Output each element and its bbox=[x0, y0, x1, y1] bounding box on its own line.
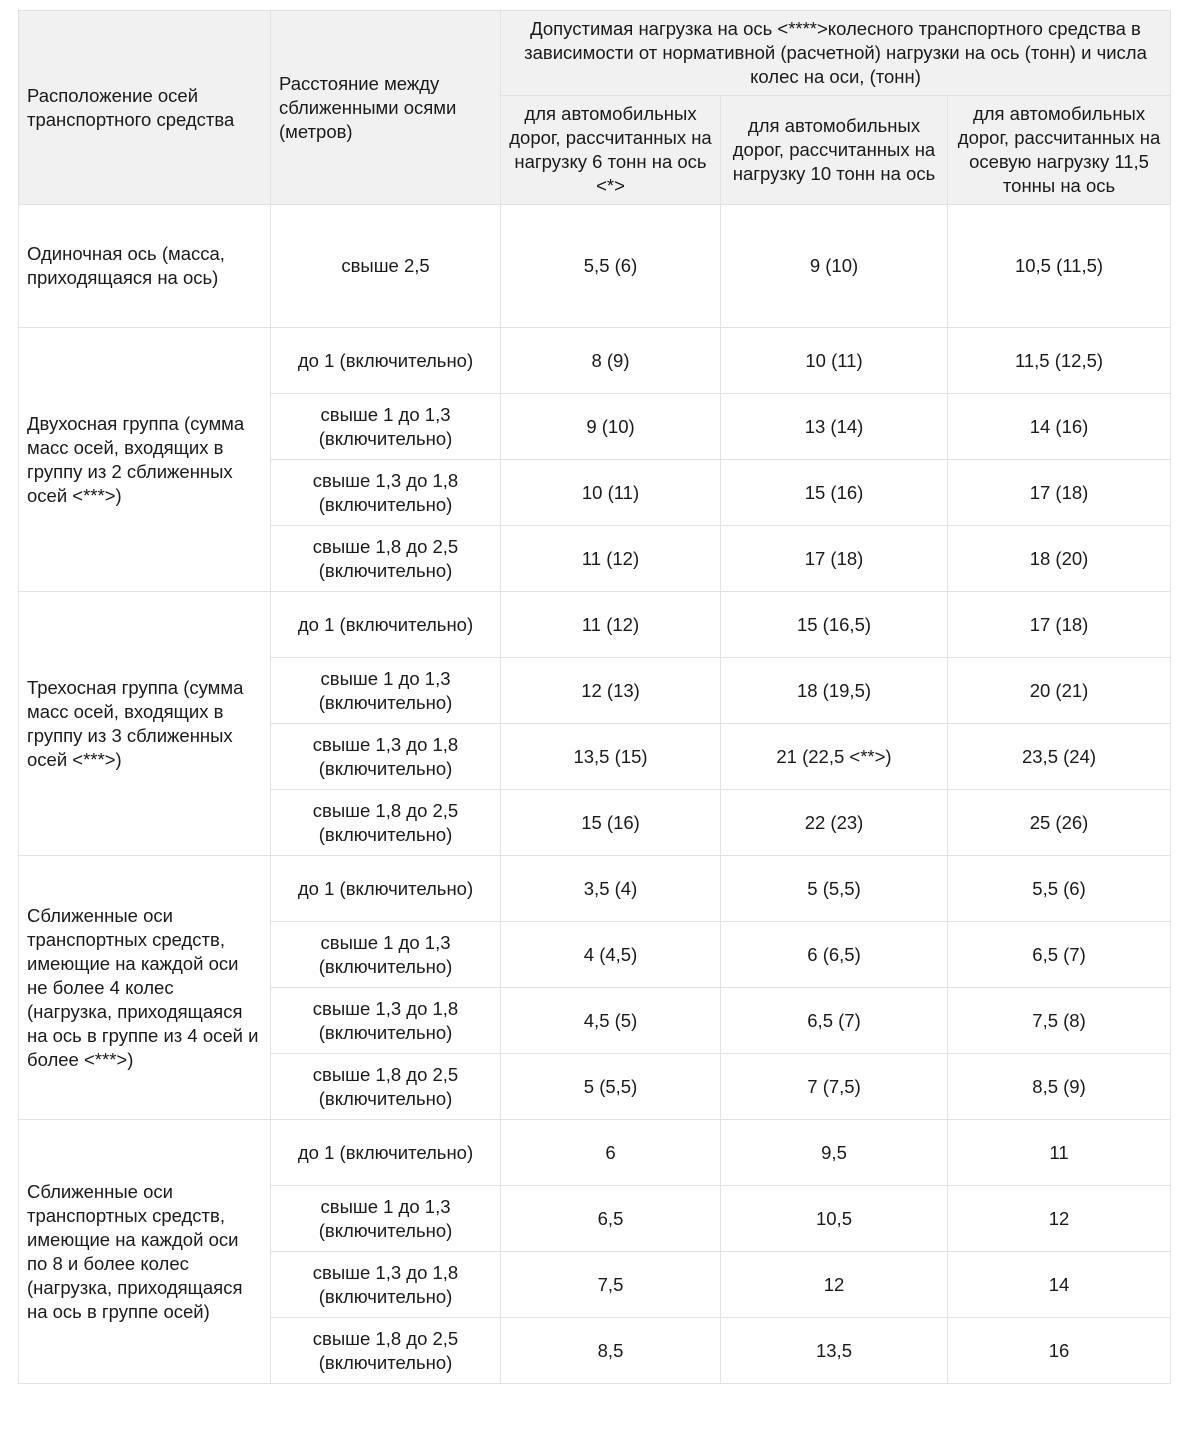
cell-load-115t: 5,5 (6) bbox=[948, 856, 1171, 922]
cell-load-6t: 8,5 bbox=[501, 1318, 721, 1384]
table-row bbox=[19, 856, 1171, 922]
header-col-6t: для автомобильных дорог, рассчитанных на нагрузку 6 тонн на ось <*> bbox=[501, 96, 721, 205]
cell-axle-distance: до 1 (включительно) bbox=[271, 856, 501, 922]
cell-axle-distance: до 1 (включительно) bbox=[271, 328, 501, 394]
cell-load-10t: 7 (7,5) bbox=[721, 1054, 948, 1120]
table-header bbox=[19, 11, 1171, 205]
cell-load-10t: 15 (16,5) bbox=[721, 592, 948, 658]
cell-axle-distance: свыше 1 до 1,3 (включительно) bbox=[271, 922, 501, 988]
cell-load-115t: 11 bbox=[948, 1120, 1171, 1186]
cell-axle-distance: свыше 1,3 до 1,8 (включительно) bbox=[271, 1252, 501, 1318]
cell-load-115t: 14 (16) bbox=[948, 394, 1171, 460]
header-col-115t: для автомобильных дорог, рассчитанных на осевую нагрузку 11,5 тонны на ось bbox=[948, 96, 1171, 205]
cell-load-115t: 23,5 (24) bbox=[948, 724, 1171, 790]
cell-load-6t: 4 (4,5) bbox=[501, 922, 721, 988]
row-group-label: Одиночная ось (масса, приходящаяся на ось) bbox=[19, 205, 271, 328]
cell-load-10t: 17 (18) bbox=[721, 526, 948, 592]
cell-load-10t: 18 (19,5) bbox=[721, 658, 948, 724]
cell-axle-distance: свыше 1 до 1,3 (включительно) bbox=[271, 658, 501, 724]
cell-axle-distance: свыше 1,8 до 2,5 (включительно) bbox=[271, 526, 501, 592]
row-group-label: Трехосная группа (сумма масс осей, входящих в группу из 3 сближенных осей <***>) bbox=[19, 592, 271, 856]
header-axle-position: Расположение осей транспортного средства bbox=[19, 11, 271, 205]
table-row bbox=[19, 328, 1171, 394]
cell-load-6t: 3,5 (4) bbox=[501, 856, 721, 922]
cell-load-115t: 20 (21) bbox=[948, 658, 1171, 724]
cell-load-115t: 8,5 (9) bbox=[948, 1054, 1171, 1120]
cell-axle-distance: свыше 1,3 до 1,8 (включительно) bbox=[271, 724, 501, 790]
table-row bbox=[19, 592, 1171, 658]
cell-load-10t: 21 (22,5 <**>) bbox=[721, 724, 948, 790]
cell-load-10t: 6,5 (7) bbox=[721, 988, 948, 1054]
row-group-label: Двухосная группа (сумма масс осей, входящих в группу из 2 сближенных осей <***>) bbox=[19, 328, 271, 592]
row-group-label: Сближенные оси транспортных средств, имеющие на каждой оси по 8 и более колес (нагрузка, приходящаяся на ось в группе осей) bbox=[19, 1120, 271, 1384]
cell-load-115t: 17 (18) bbox=[948, 592, 1171, 658]
cell-load-10t: 10 (11) bbox=[721, 328, 948, 394]
cell-load-10t: 9,5 bbox=[721, 1120, 948, 1186]
table-row bbox=[19, 205, 1171, 328]
cell-load-10t: 10,5 bbox=[721, 1186, 948, 1252]
cell-load-115t: 18 (20) bbox=[948, 526, 1171, 592]
cell-load-10t: 13,5 bbox=[721, 1318, 948, 1384]
cell-axle-distance: свыше 1,3 до 1,8 (включительно) bbox=[271, 460, 501, 526]
table-row bbox=[19, 1120, 1171, 1186]
cell-load-115t: 7,5 (8) bbox=[948, 988, 1171, 1054]
header-row-top bbox=[19, 11, 1171, 96]
cell-axle-distance: свыше 1,3 до 1,8 (включительно) bbox=[271, 988, 501, 1054]
row-group-label: Сближенные оси транспортных средств, имеющие на каждой оси не более 4 колес (нагрузка, приходящаяся на ось в группе из 4 осей и более <***>) bbox=[19, 856, 271, 1120]
cell-load-115t: 6,5 (7) bbox=[948, 922, 1171, 988]
cell-load-6t: 5 (5,5) bbox=[501, 1054, 721, 1120]
cell-load-6t: 11 (12) bbox=[501, 592, 721, 658]
cell-axle-distance: свыше 1 до 1,3 (включительно) bbox=[271, 1186, 501, 1252]
cell-axle-distance: свыше 1,8 до 2,5 (включительно) bbox=[271, 1318, 501, 1384]
cell-axle-distance: до 1 (включительно) bbox=[271, 1120, 501, 1186]
cell-axle-distance: до 1 (включительно) bbox=[271, 592, 501, 658]
cell-load-10t: 22 (23) bbox=[721, 790, 948, 856]
cell-axle-distance: свыше 1,8 до 2,5 (включительно) bbox=[271, 790, 501, 856]
cell-load-10t: 12 bbox=[721, 1252, 948, 1318]
cell-load-6t: 11 (12) bbox=[501, 526, 721, 592]
cell-axle-distance: свыше 2,5 bbox=[271, 205, 501, 328]
cell-load-10t: 13 (14) bbox=[721, 394, 948, 460]
cell-load-115t: 25 (26) bbox=[948, 790, 1171, 856]
cell-load-6t: 6 bbox=[501, 1120, 721, 1186]
cell-load-6t: 15 (16) bbox=[501, 790, 721, 856]
cell-load-115t: 12 bbox=[948, 1186, 1171, 1252]
cell-load-6t: 9 (10) bbox=[501, 394, 721, 460]
cell-load-115t: 16 bbox=[948, 1318, 1171, 1384]
cell-load-115t: 17 (18) bbox=[948, 460, 1171, 526]
header-axle-distance: Расстояние между сближенными осями (метров) bbox=[271, 11, 501, 205]
table-body bbox=[19, 205, 1171, 1384]
cell-load-10t: 5 (5,5) bbox=[721, 856, 948, 922]
cell-load-6t: 6,5 bbox=[501, 1186, 721, 1252]
cell-load-6t: 13,5 (15) bbox=[501, 724, 721, 790]
cell-load-6t: 5,5 (6) bbox=[501, 205, 721, 328]
cell-load-6t: 10 (11) bbox=[501, 460, 721, 526]
cell-load-10t: 9 (10) bbox=[721, 205, 948, 328]
cell-load-6t: 7,5 bbox=[501, 1252, 721, 1318]
cell-axle-distance: свыше 1,8 до 2,5 (включительно) bbox=[271, 1054, 501, 1120]
cell-load-115t: 14 bbox=[948, 1252, 1171, 1318]
permissible-axle-load-table bbox=[18, 10, 1171, 1384]
cell-load-6t: 12 (13) bbox=[501, 658, 721, 724]
cell-load-10t: 15 (16) bbox=[721, 460, 948, 526]
cell-load-115t: 11,5 (12,5) bbox=[948, 328, 1171, 394]
header-permissible-load-span: Допустимая нагрузка на ось <****>колесного транспортного средства в зависимости от нормативной (расчетной) нагрузки на ось (тонн) и числа колес на оси, (тонн) bbox=[501, 11, 1171, 96]
header-col-10t: для автомобильных дорог, рассчитанных на нагрузку 10 тонн на ось bbox=[721, 96, 948, 205]
cell-load-6t: 4,5 (5) bbox=[501, 988, 721, 1054]
cell-load-10t: 6 (6,5) bbox=[721, 922, 948, 988]
cell-load-115t: 10,5 (11,5) bbox=[948, 205, 1171, 328]
cell-load-6t: 8 (9) bbox=[501, 328, 721, 394]
cell-axle-distance: свыше 1 до 1,3 (включительно) bbox=[271, 394, 501, 460]
